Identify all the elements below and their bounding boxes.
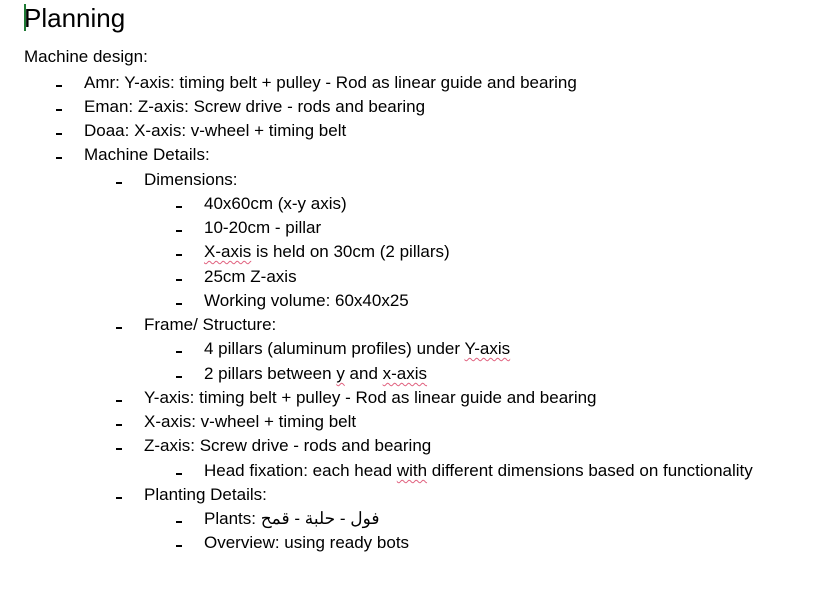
bullet-dash [116,497,122,499]
bullet-dash [176,230,182,232]
spellcheck-underlined-word[interactable]: y [336,364,345,383]
text-run: is held on 30cm (2 pillars) [251,242,450,261]
text-run: 4 pillars (aluminum profiles) under [204,339,465,358]
spellcheck-underlined-word[interactable]: with [396,461,428,480]
list-item-planting-details[interactable]: Planting Details: [144,485,267,504]
arabic-text: فول - حلبة - قمح [260,509,380,528]
bullet-dash [116,400,122,402]
bullet-dash [176,376,182,378]
bullet-dash [116,448,122,450]
bullet-dash [56,85,62,87]
list-item-machine-details[interactable]: Machine Details: [84,145,210,164]
list-item-two-pillars[interactable] [204,364,427,384]
spellcheck-underlined-word[interactable]: x-axis [382,364,428,383]
list-item-eman[interactable]: Eman: Z-axis: Screw drive - rods and bearing [84,97,426,116]
bullet-dash [176,206,182,208]
list-item-doaa[interactable]: Doaa: X-axis: v-wheel + timing belt [84,121,347,140]
list-item-head-fixation[interactable] [204,461,753,481]
list-item-pillar[interactable]: 10-20cm - pillar [204,218,322,237]
list-item-overview[interactable]: Overview: using ready bots [204,533,410,552]
list-item-working-volume[interactable]: Working volume: 60x40x25 [204,291,409,310]
text-run: Head fixation: each head [204,461,397,480]
bullet-dash [116,182,122,184]
bullet-dash [176,351,182,353]
bullet-dash [176,521,182,523]
bullet-dash [176,279,182,281]
list-item-z-axis[interactable]: Z-axis: Screw drive - rods and bearing [144,436,432,455]
list-item-size[interactable]: 40x60cm (x-y axis) [204,194,347,213]
bullet-dash [56,109,62,111]
bullet-dash [116,424,122,426]
document-body[interactable] [24,0,824,552]
bullet-dash [56,133,62,135]
bullet-dash [176,254,182,256]
bullet-dash [116,327,122,329]
spellcheck-underlined-word[interactable]: Y-axis [464,339,511,358]
bullet-dash [176,303,182,305]
document-title[interactable]: Planning [24,3,126,33]
list-item-y-axis[interactable]: Y-axis: timing belt + pulley - Rod as linear guide and bearing [144,388,597,407]
text-run: Plants: [204,509,261,528]
list-item-dimensions[interactable]: Dimensions: [144,170,238,189]
title-block [24,0,824,40]
bullet-dash [176,545,182,547]
bullet-dash [176,473,182,475]
list-item-amr[interactable]: Amr: Y-axis: timing belt + pulley - Rod as linear guide and bearing [84,73,577,92]
list-item-z-axis-size[interactable]: 25cm Z-axis [204,267,297,286]
text-run: 2 pillars between [204,364,337,383]
section-heading[interactable]: Machine design: [24,47,148,66]
text-run: different dimensions based on functionality [427,461,753,480]
text-run: and [344,364,383,383]
list-item-plants[interactable] [204,509,380,529]
list-item-frame-structure[interactable]: Frame/ Structure: [144,315,277,334]
spellcheck-underlined-word[interactable]: X-axis [204,242,252,261]
list-item-x-axis[interactable]: X-axis: v-wheel + timing belt [144,412,357,431]
list-item-four-pillars[interactable] [204,339,510,359]
bullet-dash [56,157,62,159]
list-item-x-axis-held[interactable] [204,242,450,262]
